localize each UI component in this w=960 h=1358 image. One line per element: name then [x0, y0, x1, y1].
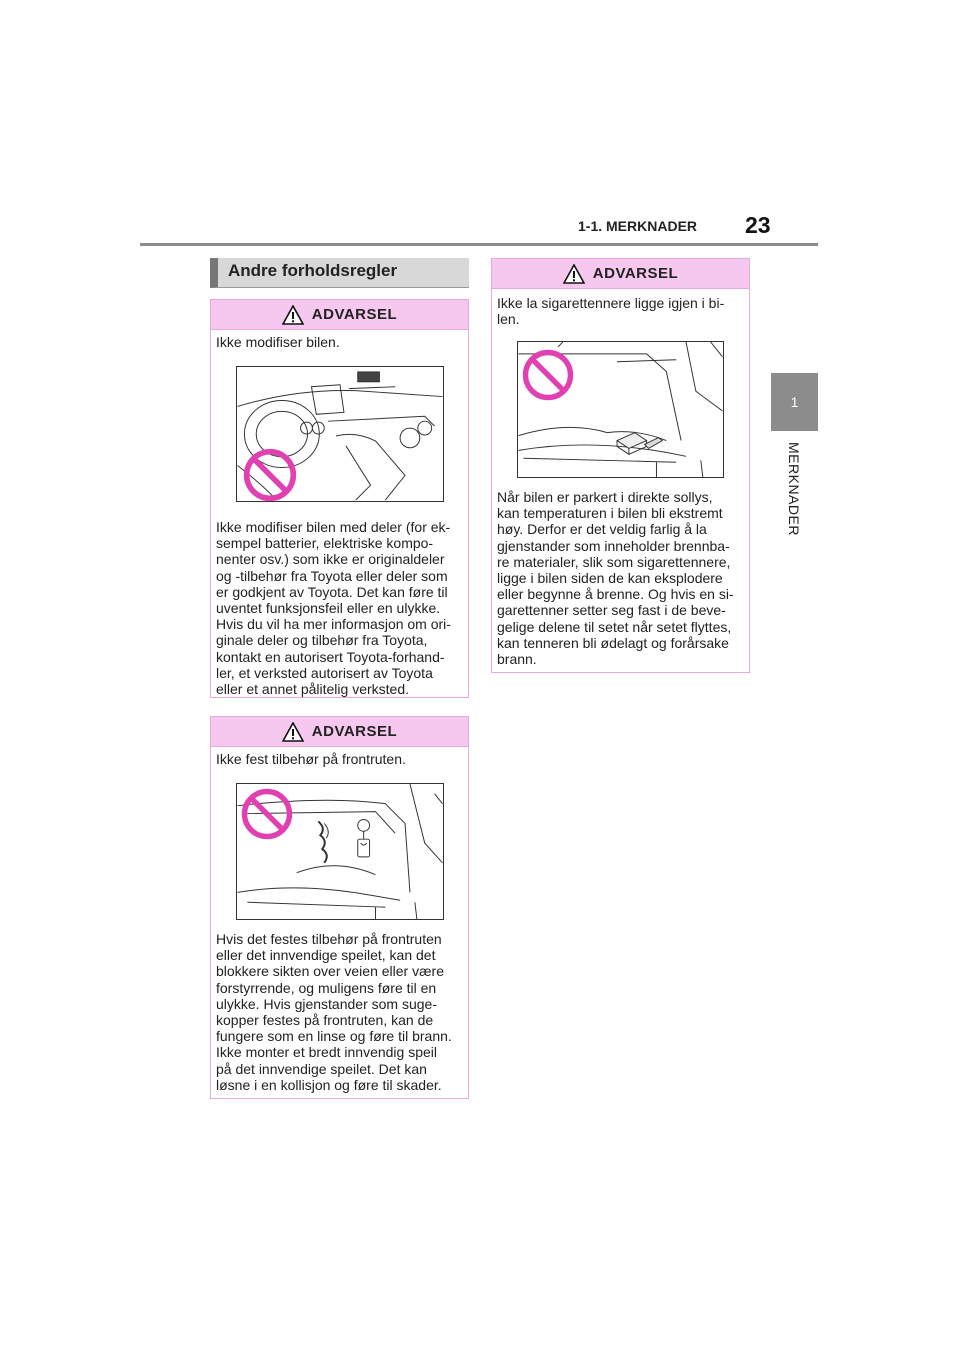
warning-header [211, 300, 468, 330]
section-header: 1-1. MERKNADER [578, 218, 698, 234]
warning-body: Hvis det festes tilbehør på frontruten eller det innvendige speilet, kan det blokkere sikten over veien eller være forstyrrende, og muligens føre til en ulykke. Hvis gjenstander som suge- kopper festes på frontruten, kan de fungere som en linse og føre til brann. Ikke monter et bredt innvendig speil på det innvendige speilet. Det kan løsne i en kollisjon og føre til skader. [216, 931, 452, 1093]
warning-triangle-icon [282, 305, 304, 325]
warning-triangle-icon [282, 722, 304, 742]
chapter-tab[interactable]: 1 [771, 373, 818, 431]
header-divider [140, 243, 818, 246]
illustration-windshield [236, 783, 444, 920]
warning-body: Når bilen er parkert i direkte sollys, kan temperaturen i bilen bli ekstremt høy. Derfor er det veldig farlig å la gjenstander som inneholder brennba- re materialer, slik som sigarettennere, ligge i bilen siden de kan eksplodere eller begynne å brenne. Og hvis en si- garettenner setter seg fast i de beve- gelige delene til setet når setet flyttes, kan tenneren bli ødelagt og forårsake brann. [497, 489, 734, 668]
prohibition-icon [242, 447, 298, 503]
warning-body: Ikke modifiser bilen med deler (for ek- sempel batterier, elektriske kompo- nenter osv.) som ikke er originaldeler og -tilbehør fra Toyota eller deler som er godkjent av Toyota. Det kan føre til uventet funksjonsfeil eller en ulykke. Hvis du vil ha mer informasjon om ori- ginale deler og tilbehør fra Toyota, kontakt en autorisert Toyota-forhand- ler, et verksted autorisert av Toyota eller et annet pålitelig verksted. [216, 519, 451, 698]
warning-header [211, 717, 468, 747]
warning-triangle-icon [563, 264, 585, 284]
warning-intro: Ikke la sigarettennere ligge igjen i bi- len. [497, 295, 725, 328]
page-number: 23 [745, 212, 771, 238]
warning-box-modify [210, 299, 469, 698]
prohibition-icon [521, 348, 575, 402]
illustration-dashboard [236, 366, 444, 502]
illustration-lighter [517, 341, 724, 478]
warning-title: ADVARSEL [592, 265, 679, 282]
warning-intro: Ikke modifiser bilen. [216, 334, 340, 350]
section-heading: Andre forholdsregler [228, 261, 398, 280]
warning-intro: Ikke fest tilbehør på frontruten. [216, 751, 406, 767]
warning-header [492, 259, 749, 289]
warning-title: ADVARSEL [311, 723, 398, 740]
chapter-label: MERKNADER [786, 442, 802, 536]
warning-box-windshield [210, 716, 469, 1099]
prohibition-icon [240, 787, 294, 841]
section-heading-bar [210, 258, 469, 288]
warning-box-lighter [491, 258, 750, 673]
warning-title: ADVARSEL [311, 306, 398, 323]
